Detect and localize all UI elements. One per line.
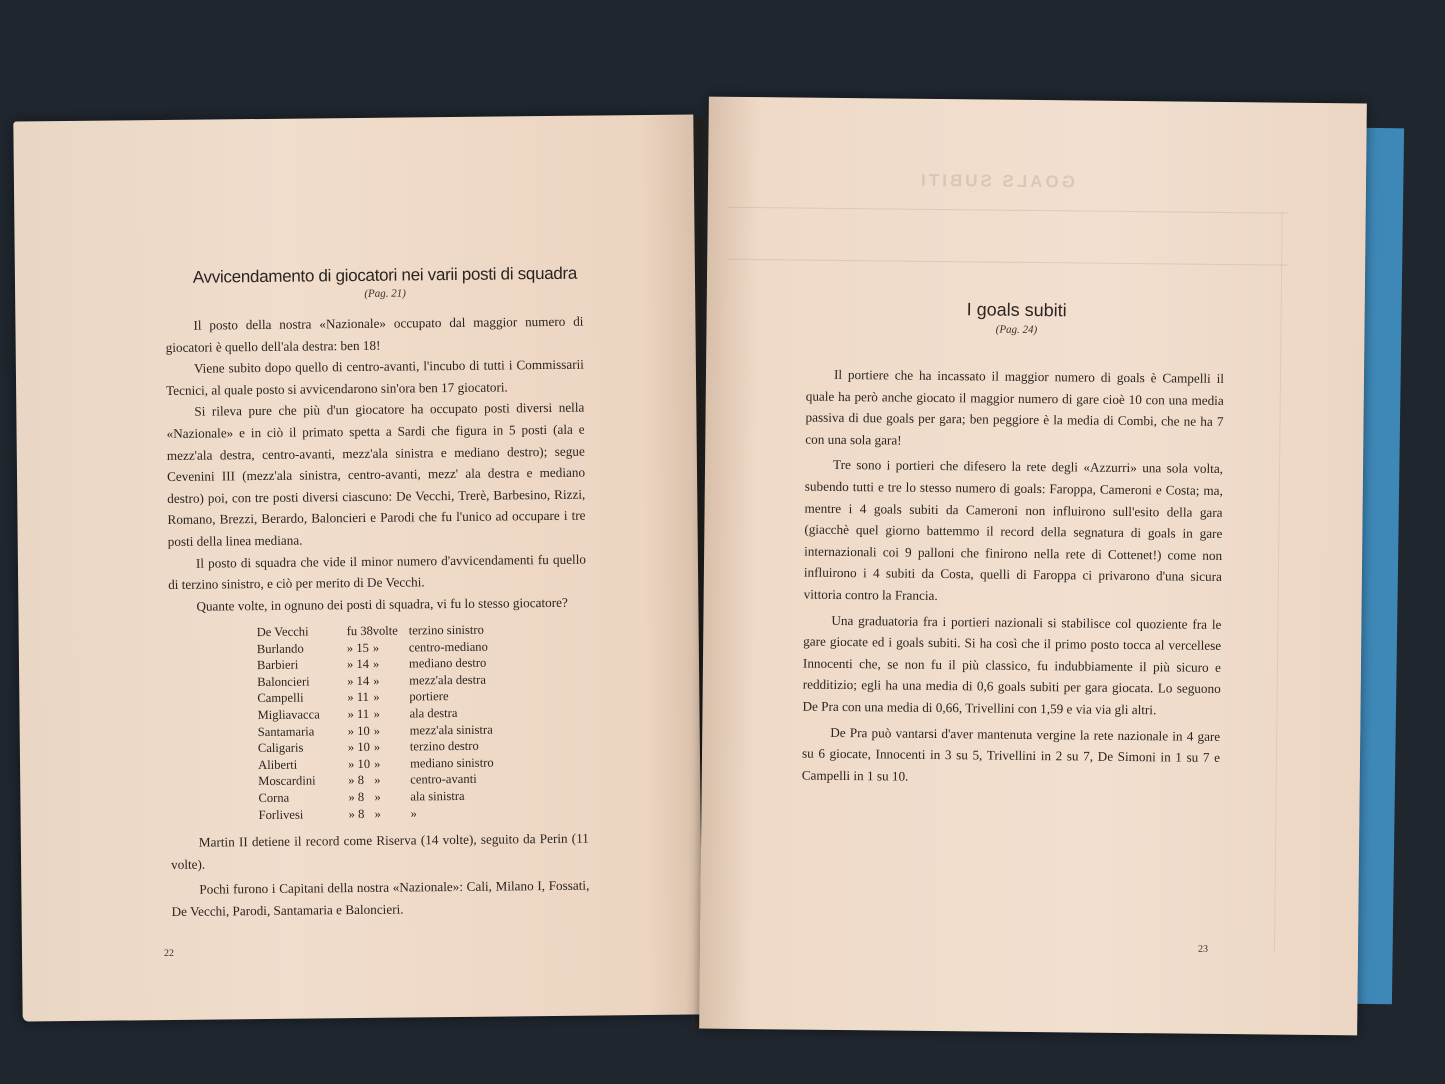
paragraph: Viene subito dopo quello di centro-avanti, l'incubo di tutti i Commissarii Tecnici, al quale posto si avvicendarono sin'ora ben 17 giocatori. <box>166 356 584 398</box>
paragraph: Si rileva pure che più d'un giocatore ha occupato posti diversi nella «Nazionale» e in ciò il primato spetta a Sardi che figura in 5 posti (ala e mezz'ala destra, centro-avanti, mezz'ala sinistra e mediano destro); segue Cevenini III (mezz'ala sinistra, centro-avanti, mezz' ala destra e mediano destro) poi, con tre posti diversi ciascuno: De Vecchi, Trerè, Barbesino, Rizzi, Romano, Brezzi, Berardo, Baloncieri e Parodi che fu l'unico ad occupare i tre posti della linea mediana. <box>166 399 586 549</box>
roster-row: Burlando » 15 » centro-mediano <box>256 639 488 656</box>
paragraph: Martin II detiene il record come Riserva (14 volte), seguito da Perin (11 volte). <box>171 830 589 872</box>
roster-row: Moscardini » 8 » centro-avanti <box>258 772 477 789</box>
left-page-number: 22 <box>163 947 175 960</box>
right-page-number: 23 <box>1197 943 1209 955</box>
left-page-reference: (Pag. 21) <box>364 287 406 300</box>
roster-row: Caligaris » 10 » terzino destro <box>257 738 479 756</box>
show-through-rule <box>728 207 1288 214</box>
show-through-rule <box>727 259 1287 266</box>
paragraph: Il posto di squadra che vide il minor numero d'avvicendamenti fu quello di terzino sinistro, e ciò per merito di De Vecchi. <box>168 551 586 593</box>
show-through-heading: GOALS SUBITI <box>917 170 1076 192</box>
paragraph: Pochi furono i Capitani della nostra «Nazionale»: Cali, Milano I, Fossati, De Vecchi, Parodi, Santamaria e Baloncieri. <box>171 877 590 919</box>
roster-row: Santamaria » 10 » mezz'ala sinistra <box>257 722 493 739</box>
paragraph: Il portiere che ha incassato il maggior numero di goals è Campelli il quale ha però anche giocato il maggior numero di gare cioè 10 con una media passiva di due goals per gara; ben peggiore è la media di Combi, che ne ha 7 con una sola gara! <box>805 366 1225 448</box>
right-page-heading: I goals subiti <box>966 299 1067 321</box>
player-roster <box>257 621 561 823</box>
right-page <box>699 97 1367 1036</box>
paragraph: Una graduatoria fra i portieri nazionali si stabilisce col quoziente fra le gare giocate ed i goals subiti. Si ha così che il primo posto tocca al vercellese Innocenti che, se non fu il più classico, fu indubbiamente il più sicuro e redditizio; egli ha una media di 0,6 goals subiti per gara giocata. Lo seguono De Pra con una media di 0,66, Trivellini con 1,59 e via via gli altri. <box>802 612 1222 718</box>
roster-row: Campelli » 11 » portiere <box>257 689 449 706</box>
show-through-rule <box>1274 213 1283 953</box>
roster-row: Baloncieri » 14 » mezz'ala destra <box>257 672 486 689</box>
right-page-reference: (Pag. 24) <box>995 323 1038 337</box>
right-page-body <box>802 364 1224 791</box>
roster-row: Barbieri » 14 » mediano destro <box>256 655 487 673</box>
left-page-body-bottom <box>171 828 590 923</box>
roster-row: De Vecchi fu 38 volte terzino sinistro <box>256 622 484 640</box>
roster-row: Corna » 8 » ala sinistra <box>258 788 465 805</box>
left-page-heading: Avvicendamento di giocatori nei varii posti di squadra <box>192 263 578 287</box>
left-page-body-top <box>165 311 586 618</box>
paragraph: De Pra può vantarsi d'aver mantenuta vergine la rete nazionale in 4 gare su 6 giocate, Innocenti in 3 su 5, Trivellini in 2 su 7, De Simoni in 1 su 7 e Campelli in 1 su 10. <box>801 724 1221 784</box>
paragraph: Tre sono i portieri che difesero la rete degli «Azzurri» una sola volta, subendo tutti e tre lo stesso numero di goals: Faroppa, Cameroni e Costa; ma, mentre i 4 goals subiti da Cameroni non influirono sull'esito della gara (giacchè quel giorno battemmo il record della segnatura di goals in gare internazionali coi 9 palloni che finirono nella rete di Cottenet!) come non influirono i 4 subiti da Costa, quelli di Faroppa ci privarono d'una sicura vittoria contro la Francia. <box>803 457 1224 603</box>
left-page <box>13 114 702 1021</box>
roster-row: Forlivesi » 8 » » <box>258 805 417 822</box>
paragraph: Quante volte, in ognuno dei posti di squadra, vi fu lo stesso giocatore? <box>196 594 568 614</box>
roster-row: Migliavacca » 11 » ala destra <box>257 705 458 723</box>
roster-row: Aliberti » 10 » mediano sinistro <box>257 755 494 772</box>
paragraph: Il posto della nostra «Nazionale» occupato dal maggior numero di giocatori è quello dell'ala destra: ben 18! <box>165 313 584 355</box>
